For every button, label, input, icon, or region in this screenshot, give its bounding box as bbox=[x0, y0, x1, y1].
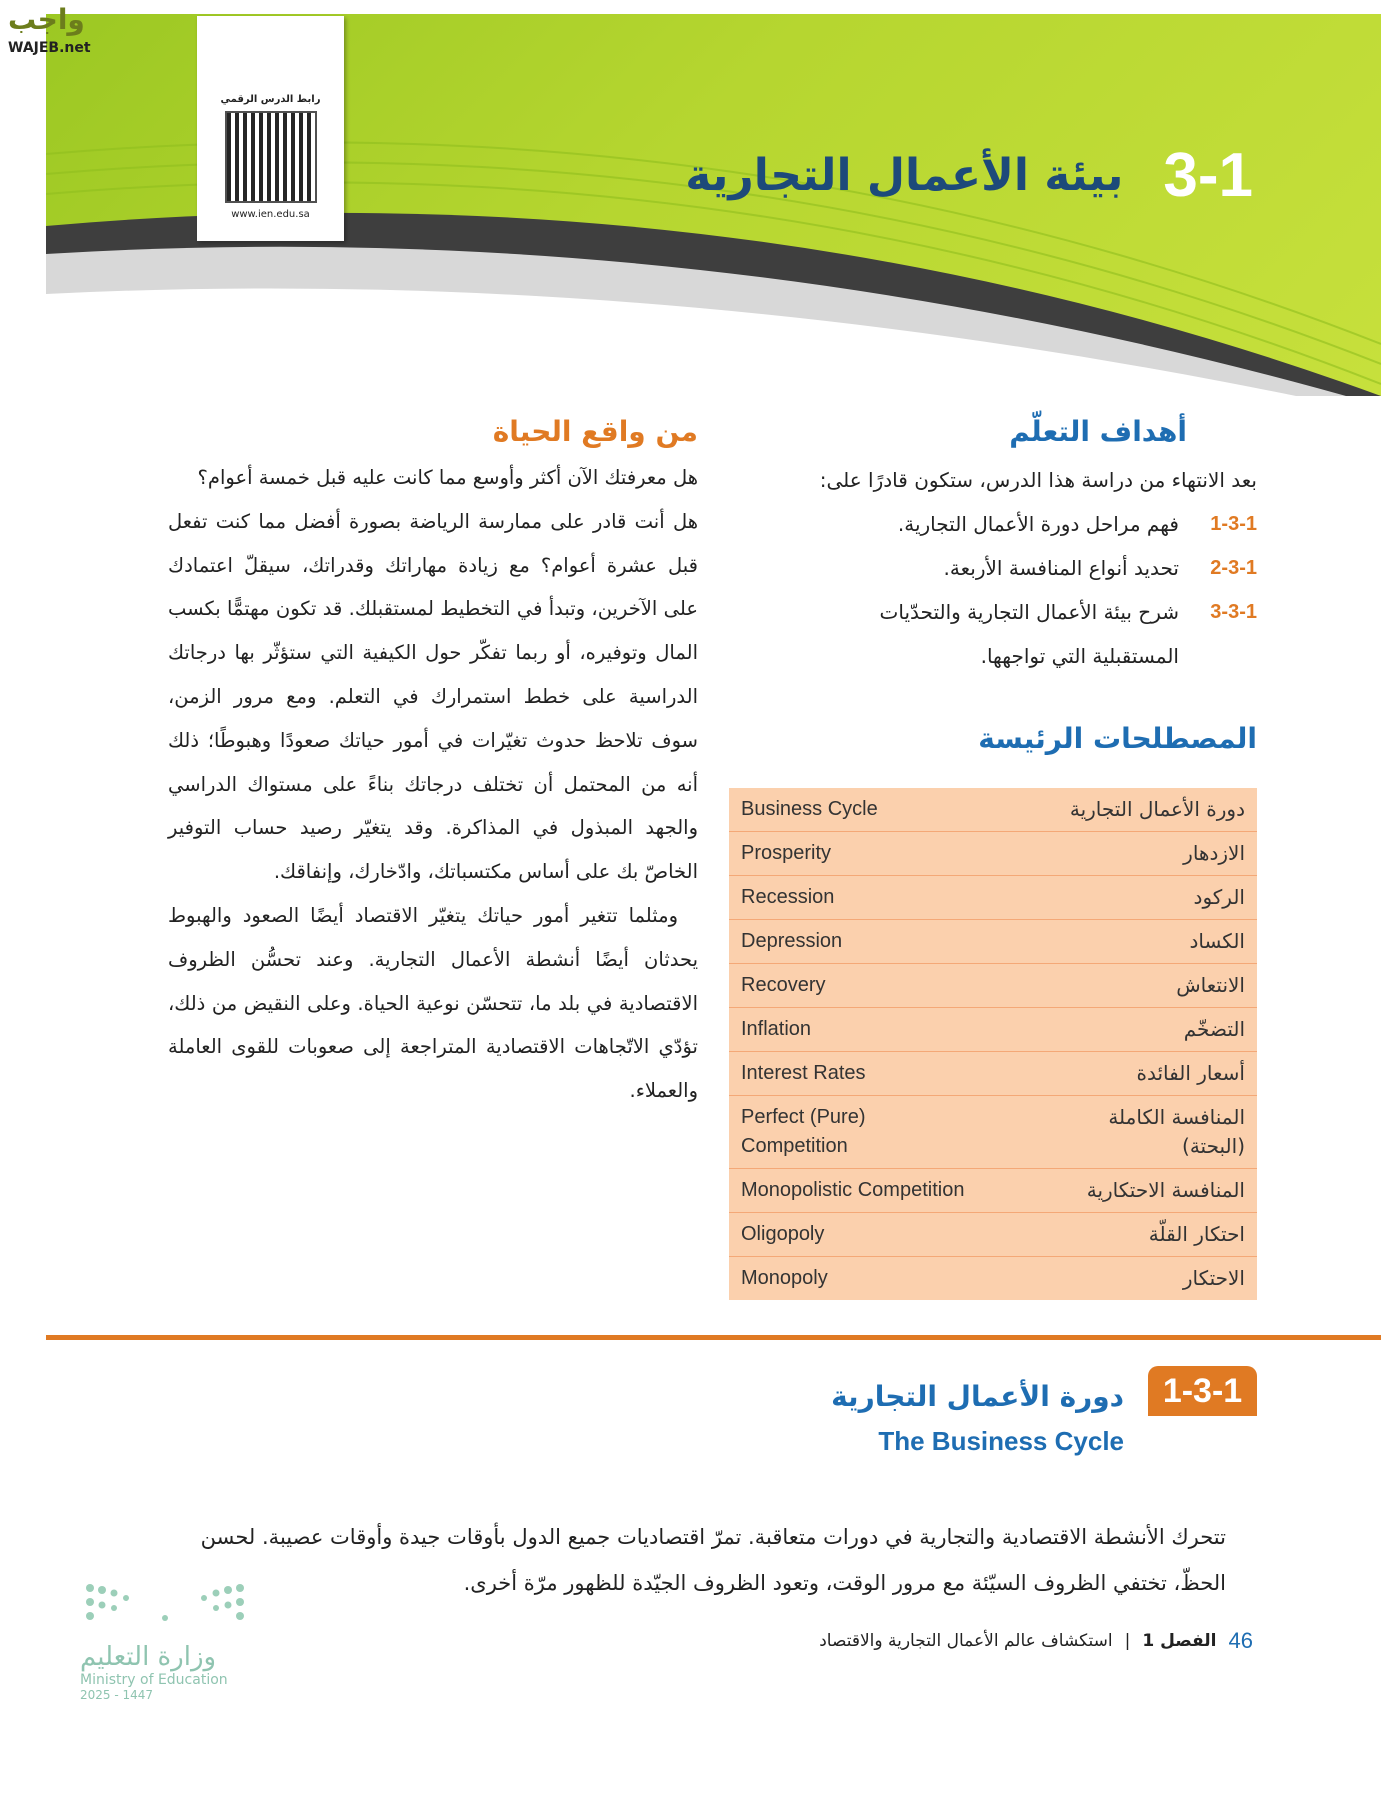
objective-item bbox=[717, 590, 1257, 678]
lesson-title-text: بيئة الأعمال التجارية bbox=[685, 150, 1124, 201]
term-row bbox=[729, 964, 1257, 1008]
qr-code[interactable] bbox=[225, 111, 317, 203]
footer-separator: | bbox=[1124, 1631, 1131, 1651]
ministry-logo bbox=[80, 1578, 250, 1702]
term-english: Prosperity bbox=[741, 842, 832, 864]
term-row bbox=[729, 1213, 1257, 1257]
term-arabic: الانتعاش bbox=[1176, 973, 1245, 997]
term-english: Interest Rates bbox=[741, 1062, 866, 1084]
objective-text: فهم مراحل دورة الأعمال التجارية. bbox=[897, 512, 1179, 536]
term-row bbox=[729, 1257, 1257, 1300]
term-arabic: المنافسة الكاملة (البحتة) bbox=[1108, 1105, 1245, 1158]
objective-item bbox=[717, 502, 1257, 546]
section-divider bbox=[46, 1335, 1381, 1340]
objectives-heading: أهداف التعلّم bbox=[1009, 415, 1187, 448]
logo-arabic: واجب bbox=[8, 3, 85, 36]
term-arabic: الازدهار bbox=[1183, 841, 1245, 865]
chapter-label: الفصل 1 bbox=[1142, 1631, 1217, 1651]
term-row bbox=[729, 1008, 1257, 1052]
term-arabic: احتكار القلّة bbox=[1148, 1222, 1245, 1246]
qr-card[interactable] bbox=[197, 16, 344, 241]
objective-item bbox=[717, 546, 1257, 590]
ministry-year: 2025 - 1447 bbox=[80, 1688, 154, 1702]
qr-url[interactable]: www.ien.edu.sa bbox=[231, 209, 310, 220]
ministry-name-english: Ministry of Education bbox=[80, 1672, 228, 1688]
real-life-paragraph: ومثلما تتغير أمور حياتك يتغيّر الاقتصاد أيضًا الصعود والهبوط يحدثان أيضًا أنشطة الأعمال التجارية. وعند تحسُّن الظروف الاقتصادية في بلد ما، تتحسّن نوعية الحياة. وعلى النقيض من ذلك، تؤدّي الاتّجاهات الاقتصادية المتراجعة إلى صعوبات للقوى العاملة والعملاء. bbox=[168, 903, 698, 1103]
term-arabic: الاحتكار bbox=[1182, 1266, 1245, 1290]
term-english: Monopoly bbox=[741, 1267, 828, 1289]
section-title-english: The Business Cycle bbox=[878, 1426, 1124, 1456]
term-arabic: التضخّم bbox=[1183, 1017, 1245, 1041]
term-arabic: المنافسة الاحتكارية bbox=[1086, 1178, 1245, 1202]
term-row bbox=[729, 832, 1257, 876]
term-english: Monopolistic Competition bbox=[741, 1179, 965, 1201]
term-english: Inflation bbox=[741, 1018, 812, 1040]
term-row bbox=[729, 920, 1257, 964]
term-english: Perfect (Pure) Competition bbox=[741, 1106, 866, 1157]
real-life-paragraph: هل أنت قادر على ممارسة الرياضة بصورة أفضل مما كنت تفعل قبل عشرة أعوام؟ مع زيادة مهاراتك وقدراتك، سيقلّ اعتمادك على الآخرين، وتبدأ في التخطيط لمستقبلك. قد تكون مهتمًّا بكسب المال وتوفيره، أو ربما تفكّر حول الكيفية التي ستؤثّر بها درجاتك الدراسية على خطط استمرارك في التعلم. ومع مرور الزمن، سوف تلاحظ حدوث تغيّرات في أمور حياتك صعودًا وهبوطًا؛ ذلك أنه من المحتمل أن تختلف درجاتك بناءً على مستواك الدراسي والجهد المبذول في المذاكرة. وقد يتغيّر رصيد حساب التوفير الخاصّ بك على أساس مكتسباتك، وادّخارك، وإنفاقك. bbox=[168, 509, 698, 884]
chapter-title: استكشاف عالم الأعمال التجارية والاقتصاد bbox=[819, 1631, 1113, 1651]
objective-text: شرح بيئة الأعمال التجارية والتحدّيات المستقبلية التي تواجهها. bbox=[879, 600, 1179, 668]
term-row bbox=[729, 1052, 1257, 1096]
objective-text: تحديد أنواع المنافسة الأربعة. bbox=[943, 556, 1179, 580]
term-arabic: الكساد bbox=[1189, 929, 1245, 953]
wajeb-logo bbox=[8, 3, 91, 62]
term-row bbox=[729, 1096, 1257, 1169]
term-arabic: أسعار الفائدة bbox=[1136, 1061, 1245, 1085]
ministry-dots-icon bbox=[80, 1578, 250, 1638]
real-life-heading: من واقع الحياة bbox=[492, 415, 698, 448]
term-english: Business Cycle bbox=[741, 798, 878, 820]
term-arabic: دورة الأعمال التجارية bbox=[1069, 797, 1245, 821]
logo-latin: WAJEB.net bbox=[8, 40, 91, 56]
objectives-intro: بعد الانتهاء من دراسة هذا الدرس، ستكون قادرًا على: bbox=[819, 468, 1257, 492]
lesson-number: 3-1 bbox=[1163, 141, 1253, 210]
page-footer bbox=[819, 1628, 1253, 1654]
learning-objectives bbox=[717, 415, 1257, 678]
real-life-paragraph: هل معرفتك الآن أكثر وأوسع مما كانت عليه قبل خمسة أعوام؟ bbox=[197, 466, 698, 489]
objective-number: 3-3-1 bbox=[1210, 601, 1257, 623]
term-english: Depression bbox=[741, 930, 843, 952]
qr-label: رابط الدرس الرقمي bbox=[220, 94, 321, 105]
term-english: Recession bbox=[741, 886, 835, 908]
lesson-title bbox=[685, 140, 1253, 211]
term-english: Oligopoly bbox=[741, 1223, 825, 1245]
term-row bbox=[729, 788, 1257, 832]
section-number-badge: 1-3-1 bbox=[1148, 1366, 1257, 1416]
key-terms-table bbox=[729, 788, 1257, 1300]
term-row bbox=[729, 1169, 1257, 1213]
section-title-arabic: دورة الأعمال التجارية bbox=[831, 1380, 1124, 1413]
objective-number: 1-3-1 bbox=[1210, 513, 1257, 535]
section-body: تتحرك الأنشطة الاقتصادية والتجارية في دورات متعاقبة. تمرّ اقتصاديات جميع الدول بأوقات جيدة وأوقات عصيبة. لحسن الحظّ، تختفي الظروف السيّئة مع مرور الوقت، وتعود الظروف الجيّدة للظهور مرّة أخرى. bbox=[200, 1525, 1226, 1595]
ministry-name-arabic: وزارة التعليم bbox=[80, 1642, 217, 1672]
key-terms-heading: المصطلحات الرئيسة bbox=[978, 722, 1257, 755]
term-row bbox=[729, 876, 1257, 920]
term-arabic: الركود bbox=[1193, 885, 1245, 909]
real-life-section bbox=[168, 415, 698, 1113]
objective-number: 2-3-1 bbox=[1210, 557, 1257, 579]
page-number: 46 bbox=[1228, 1628, 1253, 1653]
term-english: Recovery bbox=[741, 974, 826, 996]
